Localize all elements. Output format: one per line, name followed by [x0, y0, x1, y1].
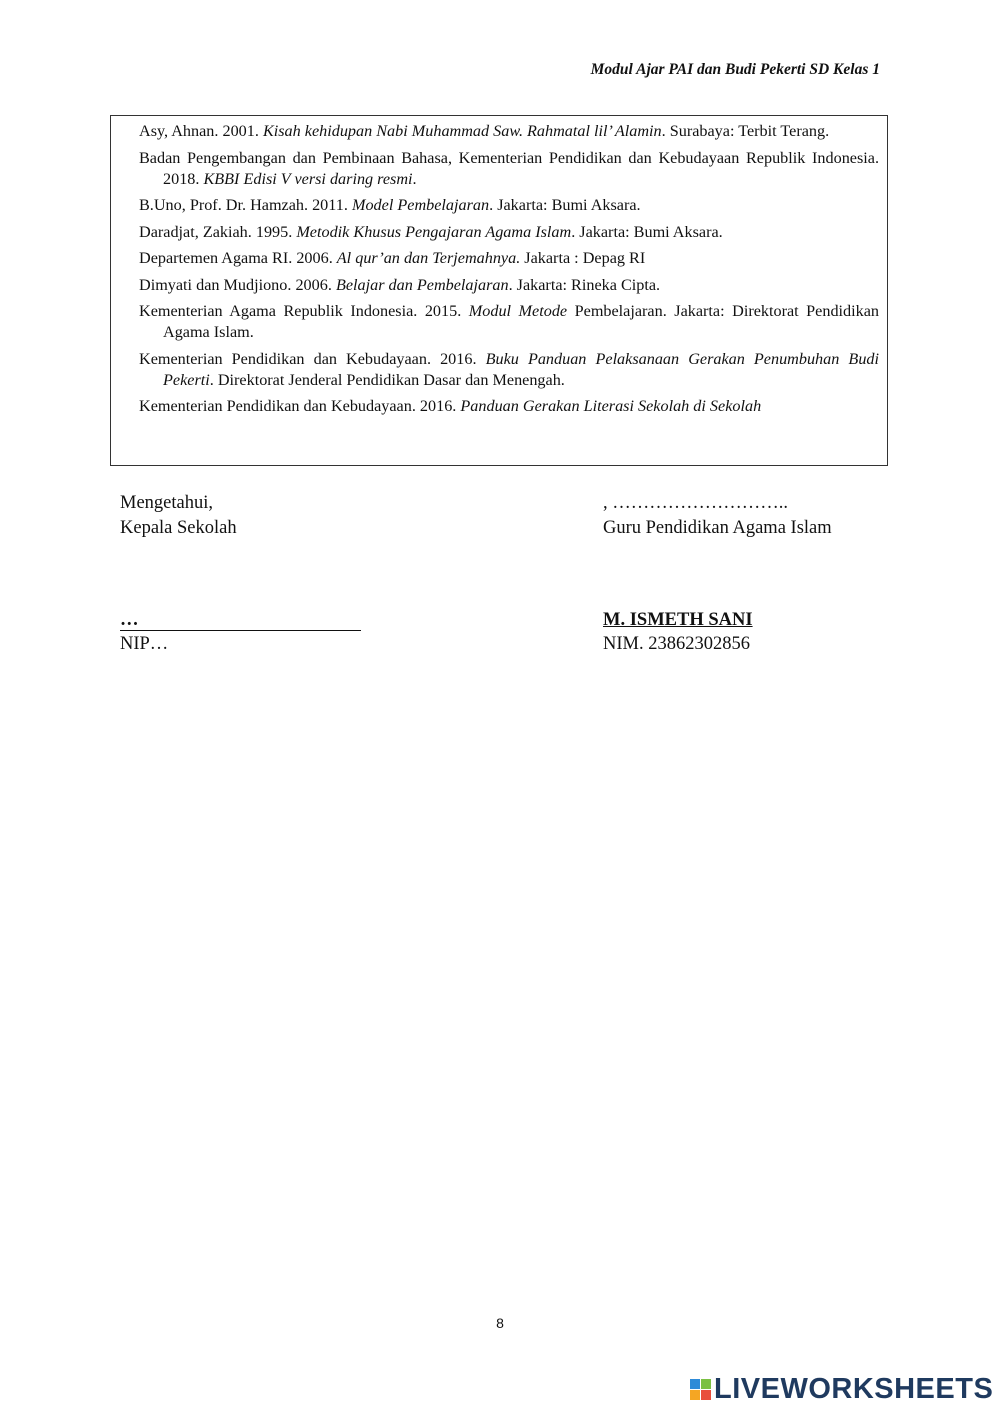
reference-list [139, 121, 879, 417]
signature-right-block [603, 491, 832, 541]
reference-item: Departemen Agama RI. 2006. Al qur’an dan Terjemahnya. Jakarta : Depag RI [139, 249, 646, 267]
page-number: 8 [496, 1315, 504, 1331]
reference-item: Kementerian Pendidikan dan Kebudayaan. 2016. Panduan Gerakan Literasi Sekolah di Sekolah [139, 397, 762, 415]
reference-item: Dimyati dan Mudjiono. 2006. Belajar dan Pembelajaran. Jakarta: Rineka Cipta. [139, 275, 661, 294]
reference-item: Asy, Ahnan. 2001. Kisah kehidupan Nabi Muhammad Saw. Rahmatal lil’ Alamin. Surabaya: Terbit Terang. [139, 122, 830, 140]
logo-text: LIVEWORKSHEETS [714, 1373, 994, 1405]
teacher-nim: NIM. 23862302856 [603, 634, 750, 654]
principal-title: Kepala Sekolah [120, 518, 237, 538]
teacher-title: Guru Pendidikan Agama Islam [603, 518, 832, 538]
logo-square-orange [690, 1390, 700, 1400]
place-date-line: , ……………………….. [603, 493, 788, 513]
principal-nip: NIP… [120, 634, 169, 654]
reference-item: B.Uno, Prof. Dr. Hamzah. 2011. Model Pembelajaran. Jakarta: Bumi Aksara. [139, 196, 641, 214]
reference-item: Badan Pengembangan dan Pembinaan Bahasa, Kementerian Pendidikan dan Kebudayaan Republik Indonesia. 2018. KBBI Edisi V versi daring resmi. [139, 148, 879, 188]
reference-item: Kementerian Agama Republik Indonesia. 2015. Modul Metode Pembelajaran. Jakarta: Direktorat Pendidikan Agama Islam. [139, 302, 879, 341]
reference-item: Kementerian Pendidikan dan Kebudayaan. 2016. Buku Panduan Pelaksanaan Gerakan Penumbuhan Budi Pekerti. Direktorat Jenderal Pendidikan Dasar dan Menengah. [139, 349, 879, 389]
principal-name-blank: … [120, 608, 361, 631]
logo-square-red [701, 1390, 711, 1400]
signature-left-block [120, 491, 237, 541]
teacher-name: M. ISMETH SANI [603, 610, 753, 630]
logo-square-green [701, 1379, 711, 1389]
logo-grid-icon [690, 1379, 711, 1400]
acknowledgement-label: Mengetahui, [120, 493, 213, 513]
reference-box [110, 115, 888, 466]
liveworksheets-logo [690, 1372, 993, 1406]
reference-item: Daradjat, Zakiah. 1995. Metodik Khusus Pengajaran Agama Islam. Jakarta: Bumi Aksara. [139, 222, 723, 241]
running-header: Modul Ajar PAI dan Budi Pekerti SD Kelas 1 [590, 61, 880, 78]
logo-square-blue [690, 1379, 700, 1389]
